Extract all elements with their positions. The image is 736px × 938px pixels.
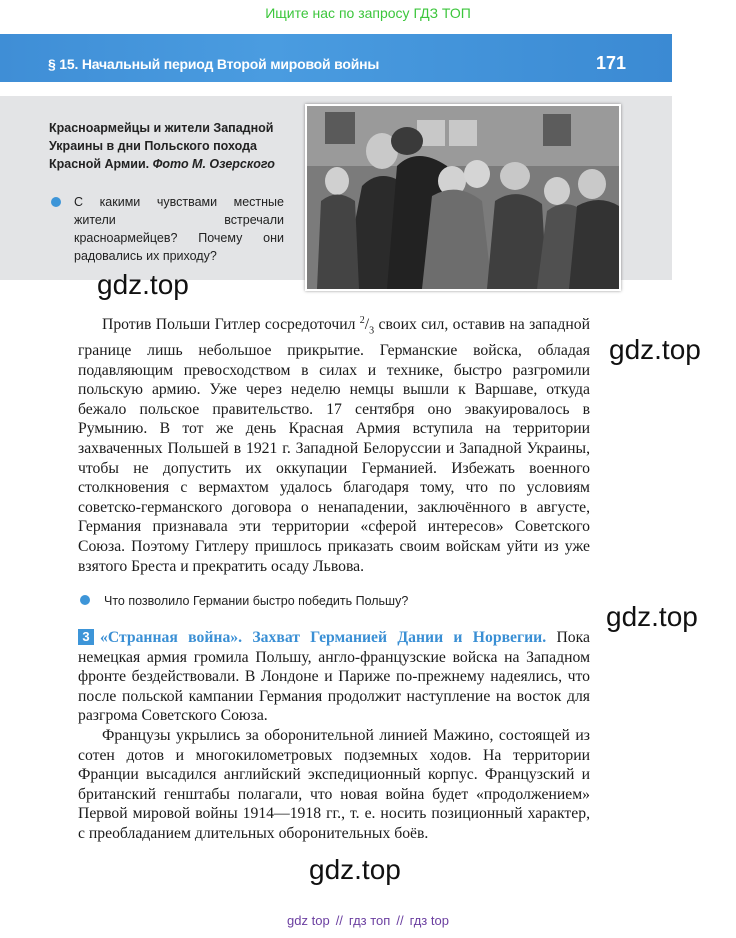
fraction-denominator: 3 [369, 325, 375, 337]
fraction-numerator: 2 [359, 315, 365, 326]
watermark: gdz.top [609, 334, 701, 365]
paragraph-maginot: Французы укрылись за оборонительной линией Мажино, состоящей из сотен дотов и многокилометровых подземных ходов. На территории Франции высадился английский экспедиционный корпус. Французский и британский генштабы полагали, что новая война будет «продолжением» Первой мировой войны 1914—1918 гг., т. е. носить позиционный характер, с преобладанием длительных оборонительных боёв. [78, 727, 590, 842]
section-title: «Странная война». Захват Германией Дании и Норвегии. [100, 629, 547, 646]
watermark: gdz.top [309, 854, 401, 885]
section-number-badge: 3 [78, 629, 94, 645]
footer-separator: // [396, 913, 404, 928]
footer-separator: // [335, 913, 343, 928]
search-banner[interactable]: Ищите нас по запросу ГДЗ ТОП [265, 5, 471, 21]
fraction-separator: / [364, 316, 370, 334]
bullet-icon [80, 595, 90, 605]
section-3 [78, 628, 590, 726]
historical-photo [305, 104, 621, 291]
watermark: gdz.top [606, 601, 698, 632]
question-poland: Что позволило Германии быстро победить Польшу? [104, 594, 409, 608]
page-number: 171 [596, 53, 627, 73]
paragraph-text: своих сил, оставив на западной границе лишь небольшое прикрытие. Германские войска, обладая подавляющим превосходством в силах и технике, быстро разгромили польскую армию. Уже через неделю немцы вышли к Варшаве, откуда бежало польское правительство. 17 сентября оно эвакуировалось в Румынию. В тот же день Красная Армия вступила на территории захваченных Польшей в 1921 г. Западной Белоруссии и Западной Украины, чтобы не допустить их оккупации Германией. Избежать военного столкновения с вермахтом удалось благодаря тому, что по условиям советско-германского договора о ненападении, заключённого в августе, Германия признавала эти территории «сферой интересов» Советского Союза. Поэтому Гитлеру пришлось приказать своим войскам уйти из уже взятого Бреста и прекратить осаду Львова. [78, 316, 591, 575]
footer-link[interactable]: gdz top [287, 913, 330, 928]
footer-link[interactable]: гдз top [409, 913, 449, 928]
footer-link[interactable]: гдз топ [348, 913, 391, 928]
chapter-title: § 15. Начальный период Второй мировой войны [48, 56, 380, 72]
caption-author: Фото М. Озерского [152, 157, 275, 171]
caption-title: Красноармейцы и жители Западной Украины в дни Польского похода Красной Армии. [49, 121, 274, 171]
photo-image [307, 106, 619, 289]
paragraph-text: Против Польши Гитлер сосредоточил [102, 316, 356, 334]
paragraph-poland [78, 311, 590, 576]
photo-caption [49, 119, 283, 173]
bullet-icon [51, 197, 61, 207]
section-text: Пока немецкая армия громила Польшу, англо-французские войска на Западном фронте бездействовали. В Лондоне и Париже по-прежнему надеялись, что после польской кампании Германия продолжит наступление на восток для разгрома Советского Союза. [78, 629, 590, 725]
footer-links [0, 913, 736, 928]
caption-question: С какими чувствами местные жители встречали красноармейцев? Почему они радовались их приходу? [74, 195, 284, 263]
watermark: gdz.top [97, 269, 189, 300]
